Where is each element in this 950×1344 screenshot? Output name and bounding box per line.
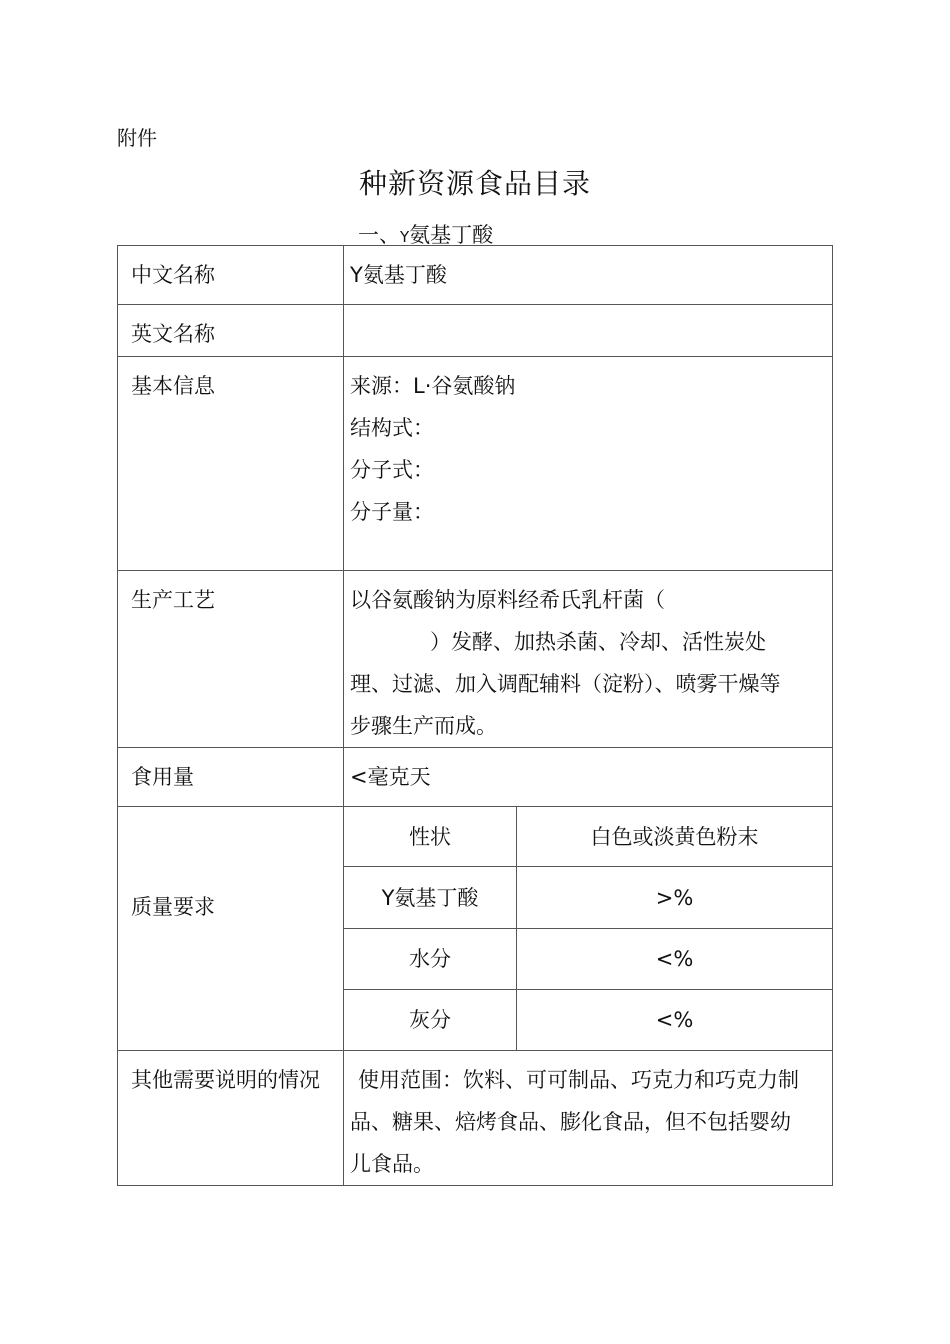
quality-row [344,929,832,990]
section-name: 氨基丁酸 [409,223,494,247]
usage-line: 儿食品。 [350,1152,434,1176]
dosage-label: 食用量 [118,748,344,807]
quality-value: <% [517,929,833,990]
usage-line: 品、糖果、焙烤食品、膨化食品，但不包括婴幼 [350,1110,791,1134]
table-row [118,305,833,357]
table-row [118,571,833,748]
quality-key: 性状 [344,807,517,867]
table-row [118,246,833,305]
chinese-name-label: 中文名称 [118,246,344,305]
quality-row [344,990,832,1051]
basic-info-value [344,357,833,571]
table-row [118,357,833,571]
production-value [344,571,833,748]
annex-label: 附件 [117,126,157,150]
quality-label: 质量要求 [118,807,344,1051]
production-line: 以谷氨酸钠为原料经希氏乳杆菌（ [350,588,665,612]
table-row [118,748,833,807]
quality-row [344,807,832,867]
production-label: 生产工艺 [118,571,344,748]
chinese-name-value: Y氨基丁酸 [344,246,833,305]
other-notes-label: 其他需要说明的情况 [118,1051,344,1186]
english-name-label: 英文名称 [118,305,344,357]
catalog-table [117,245,833,1186]
page-title: 种新资源食品目录 [358,167,591,200]
structure-line: 结构式： [350,416,434,440]
quality-requirements [344,807,833,1051]
formula-line: 分子式： [350,458,434,482]
production-line: 步骤生产而成。 [350,714,497,738]
quality-value: >% [517,867,833,929]
quality-row [344,867,832,929]
production-line: 理、过滤、加入调配辅料（淀粉）、喷雾干燥等 [350,672,781,696]
english-name-value [344,305,833,357]
quality-table [344,807,832,1050]
other-notes-value [344,1051,833,1186]
dosage-value: <毫克天 [344,748,833,807]
section-prefix: 一、 [358,223,400,247]
quality-key: 灰分 [344,990,517,1051]
quality-key: Y氨基丁酸 [344,867,517,929]
table-row [118,807,833,1051]
source-line: 来源：L·谷氨酸钠 [350,374,516,398]
section-gamma: Y [400,228,410,246]
production-line: ）发酵、加热杀菌、冷却、活性炭处 [430,630,766,654]
table-row [118,1051,833,1186]
weight-line: 分子量： [350,500,434,524]
usage-line: 使用范围：饮料、可可制品、巧克力和巧克力制 [358,1068,799,1092]
basic-info-label: 基本信息 [118,357,344,571]
quality-value: 白色或淡黄色粉末 [517,807,833,867]
quality-value: <% [655,1008,694,1032]
quality-key: 水分 [344,929,517,990]
